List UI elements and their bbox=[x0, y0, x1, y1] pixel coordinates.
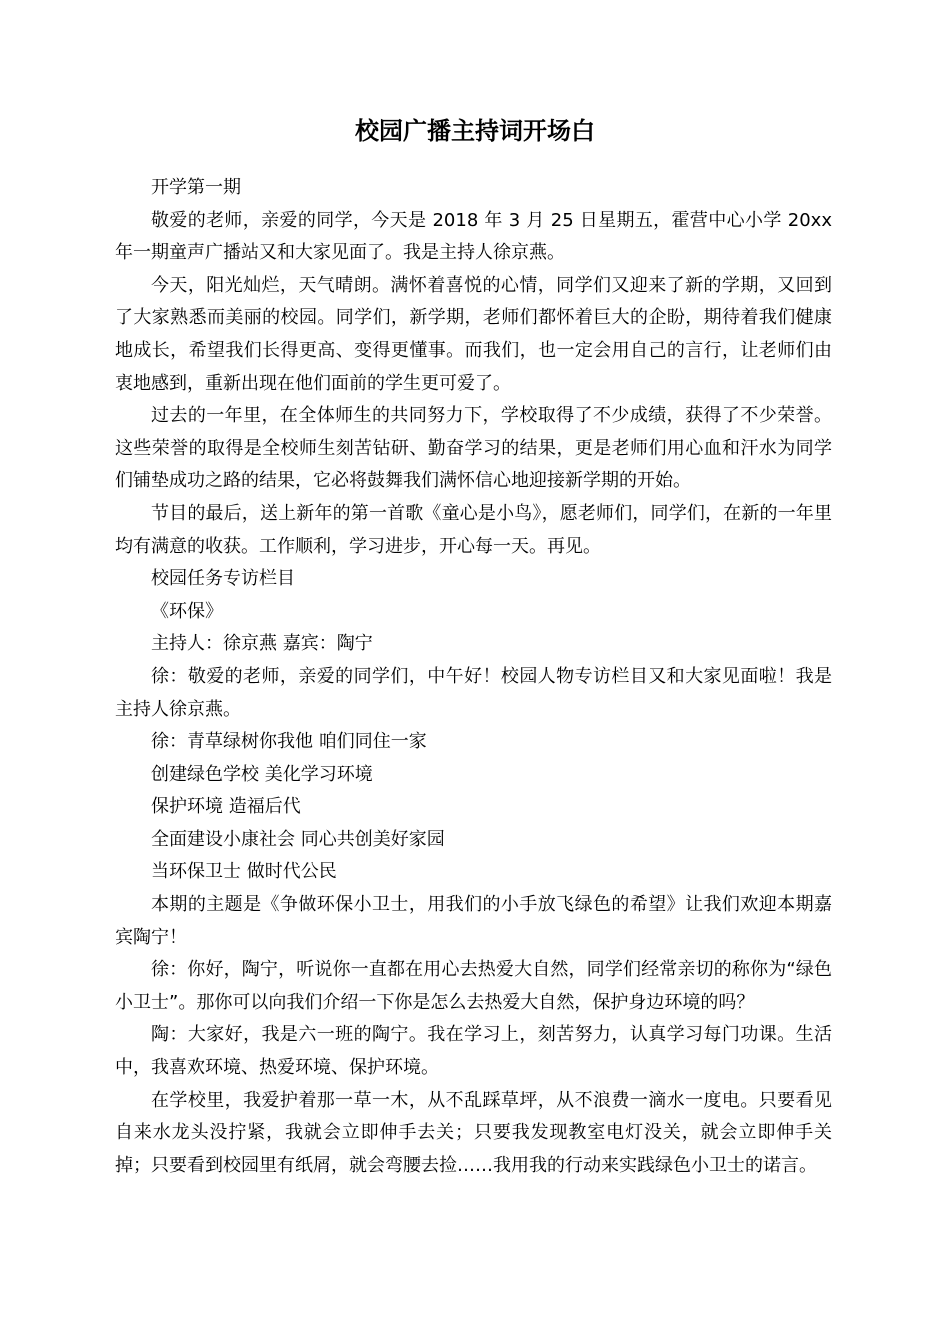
paragraph: 当环保卫士 做时代公民 bbox=[151, 861, 337, 883]
paragraph: 徐：敬爱的老师，亲爱的同学们，中午好！校园人物专访栏目又和大家见面啦！我是主持人徐京燕。 bbox=[115, 665, 832, 720]
paragraph: 保护环境 造福后代 bbox=[151, 796, 301, 818]
paragraph-section-heading: 校园任务专访栏目 bbox=[151, 568, 295, 590]
paragraph: 创建绿色学校 美化学习环境 bbox=[151, 763, 373, 785]
paragraph: 全面建设小康社会 同心共创美好家园 bbox=[151, 828, 445, 850]
paragraph: 陶：大家好，我是六一班的陶宁。我在学习上，刻苦努力，认真学习每门功课。生活中，我喜欢环境、热爱环境、保护环境。 bbox=[115, 1024, 832, 1079]
paragraph: 徐：你好，陶宁，听说你一直都在用心去热爱大自然，同学们经常亲切的称你为“绿色小卫士”。那你可以向我们介绍一下你是怎么去热爱大自然，保护身边环境的吗？ bbox=[115, 959, 832, 1013]
paragraph: 敬爱的老师，亲爱的同学，今天是 2018 年 3 月 25 日星期五，霍营中心小学 20xx 年一期童声广播站又和大家见面了。我是主持人徐京燕。 bbox=[115, 209, 832, 264]
paragraph: 今天，阳光灿烂，天气晴朗。满怀着喜悦的心情，同学们又迎来了新的学期，又回到了大家熟悉而美丽的校园。同学们，新学期，老师们都怀着巨大的企盼，期待着我们健康地成长，希望我们长得更高、变得更懂事。而我们，也一定会用自己的言行，让老师们由衷地感到，重新出现在他们面前的学生更可爱了。 bbox=[115, 274, 832, 394]
paragraph-section-heading: 开学第一期 bbox=[151, 177, 241, 198]
document-body bbox=[115, 172, 832, 1182]
paragraph: 主持人：徐京燕 嘉宾：陶宁 bbox=[151, 633, 373, 655]
paragraph-subheading: 《环保》 bbox=[151, 600, 223, 622]
paragraph: 过去的一年里，在全体师生的共同努力下，学校取得了不少成绩，获得了不少荣誉。这些荣誉的取得是全校师生刻苦钻研、勤奋学习的结果，更是老师们用心血和汗水为同学们铺垫成功之路的结果，它必将鼓舞我们满怀信心地迎接新学期的开始。 bbox=[115, 405, 832, 492]
paragraph: 节目的最后，送上新年的第一首歌《童心是小鸟》，愿老师们，同学们，在新的一年里均有满意的收获。工作顺利，学习进步，开心每一天。再见。 bbox=[115, 502, 832, 557]
document-title: 校园广播主持词开场白 bbox=[355, 117, 595, 145]
paragraph: 徐：青草绿树你我他 咱们同住一家 bbox=[151, 731, 427, 753]
paragraph: 本期的主题是《争做环保小卫士，用我们的小手放飞绿色的希望》让我们欢迎本期嘉宾陶宁！ bbox=[115, 894, 832, 948]
paragraph: 在学校里，我爱护着那一草一木，从不乱踩草坪，从不浪费一滴水一度电。只要看见自来水龙头没拧紧，我就会立即伸手去关；只要我发现教室电灯没关，就会立即伸手关掉；只要看到校园里有纸屑，就会弯腰去捡……我用我的行动来实践绿色小卫士的诺言。 bbox=[115, 1089, 832, 1176]
